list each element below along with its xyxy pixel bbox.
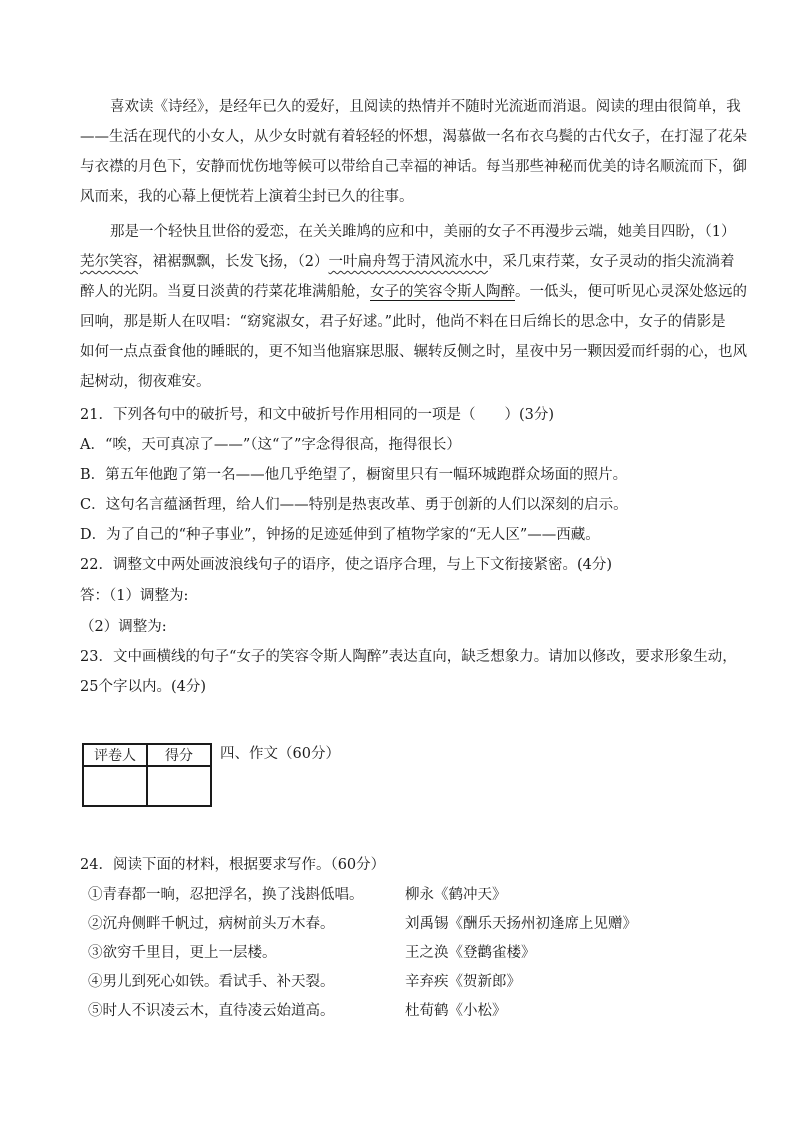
passage-p2-line3-start: 醉人的光阴。当夏日淡黄的荇菜花堆满船舱， <box>80 284 370 300</box>
q21-option-a: A．“唉，天可真凉了——”（这“了”字念得很高，拖得很长） <box>80 437 461 453</box>
passage-p2-line2 <box>80 252 734 272</box>
q21-stem: 21．下列各句中的破折号，和文中破折号作用相同的一项是（ ）(3分) <box>80 407 554 423</box>
poem-line-3: ③欲穷千里目，更上一层楼。 <box>88 945 277 961</box>
passage-p2-line3-end: 。一低头，便可听见心灵深处悠远的 <box>515 284 747 300</box>
q23-line2: 25个字以内。(4分) <box>80 679 206 695</box>
score-header: 得分 <box>147 744 211 766</box>
q22-answer-1: 答：（1）调整为: <box>80 588 189 604</box>
wavy-sentence-1: 芜尔笑容 <box>80 254 138 270</box>
passage-p2-line1: 那是一个轻快且世俗的爱恋，在关关雎鸠的应和中，美丽的女子不再漫步云端，她美目四盼，（1） <box>110 224 736 240</box>
passage-p1-line4: 风而来，我的心幕上便恍若上演着尘封已久的往事。 <box>80 189 414 205</box>
q21-option-c: C．这句名言蕴涵哲理，给人们——特别是热衷改革、勇于创新的人们以深刻的启示。 <box>80 497 628 513</box>
poem-line-2: ②沉舟侧畔千帆过，病树前头万木春。 <box>88 916 335 932</box>
poem-line-1: ①青春都一晌，忍把浮名，换了浅斟低唱。 <box>88 887 364 903</box>
grader-header: 评卷人 <box>83 744 147 766</box>
q22-answer-2: （2）调整为: <box>80 619 167 635</box>
passage-p2-line5: 如何一点点蚕食他的睡眠的，更不知当他寤寐思服、辗转反侧之时，星夜中另一颗因爱而纤弱的心，也风 <box>80 344 747 360</box>
q23-line1: 23．文中画横线的句子“女子的笑容令斯人陶醉”表达直向，缺乏想象力。请加以修改，要求形象生动， <box>80 649 737 665</box>
poem-source-1: 柳永《鹤冲天》 <box>405 887 507 903</box>
grader-cell[interactable] <box>83 766 147 806</box>
poem-source-2: 刘禹锡《酬乐天扬州初逢席上见赠》 <box>405 916 637 932</box>
poem-source-4: 辛弃疾《贺新郎》 <box>405 974 521 990</box>
q21-option-d: D．为了自己的“种子事业”，钟扬的足迹延伸到了植物学家的“无人区”——西藏。 <box>80 527 600 543</box>
grading-table <box>82 743 212 807</box>
poem-line-4: ④男儿到死心如铁。看试手、补天裂。 <box>88 974 335 990</box>
passage-p2-line4: 回响，那是斯人在叹唱：“窈窕淑女，君子好逑。”此时，他尚不料在日后绵长的思念中，女子的倩影是 <box>80 314 726 330</box>
q24-stem: 24．阅读下面的材料，根据要求写作。（60分） <box>80 857 386 873</box>
poem-line-5: ⑤时人不识凌云木，直待凌云始道高。 <box>88 1003 335 1019</box>
passage-p2-line2-end: ，采几束荇菜，女子灵动的指尖流淌着 <box>487 254 735 270</box>
wavy-sentence-2: 一叶扁舟驾于清风流水中 <box>328 254 488 270</box>
underlined-sentence: 女子的笑容令斯人陶醉 <box>370 284 515 300</box>
section-4-title: 四、作文（60分） <box>220 746 340 762</box>
poem-source-5: 杜荀鹤《小松》 <box>405 1003 507 1019</box>
passage-p2-line6: 起树动，彻夜难安。 <box>80 374 211 390</box>
passage-p1-line1: 喜欢读《诗经》，是经年已久的爱好，且阅读的热情并不随时光流逝而消退。阅读的理由很简单，我 <box>110 99 741 115</box>
q21-option-b: B．第五年他跑了第一名——他几乎绝望了，橱窗里只有一幅环城跑群众场面的照片。 <box>80 467 628 483</box>
passage-p2-line3 <box>80 282 747 302</box>
passage-p2-line2-mid: ，裙裾飘飘，长发飞扬，（2） <box>138 254 329 270</box>
passage-p1-line2: ——生活在现代的小女人，从少女时就有着轻轻的怀想，渴慕做一名布衣乌鬓的古代女子，在打湿了花朵 <box>80 129 747 145</box>
q22-stem: 22．调整文中两处画波浪线句子的语序，使之语序合理，与上下文衔接紧密。(4分) <box>80 557 612 573</box>
poem-source-3: 王之涣《登鹳雀楼》 <box>405 945 536 961</box>
passage-p1-line3: 与衣襟的月色下，安静而忧伤地等候可以带给自己幸福的神话。每当那些神秘而优美的诗名顺流而下，御 <box>80 159 747 175</box>
score-cell[interactable] <box>147 766 211 806</box>
